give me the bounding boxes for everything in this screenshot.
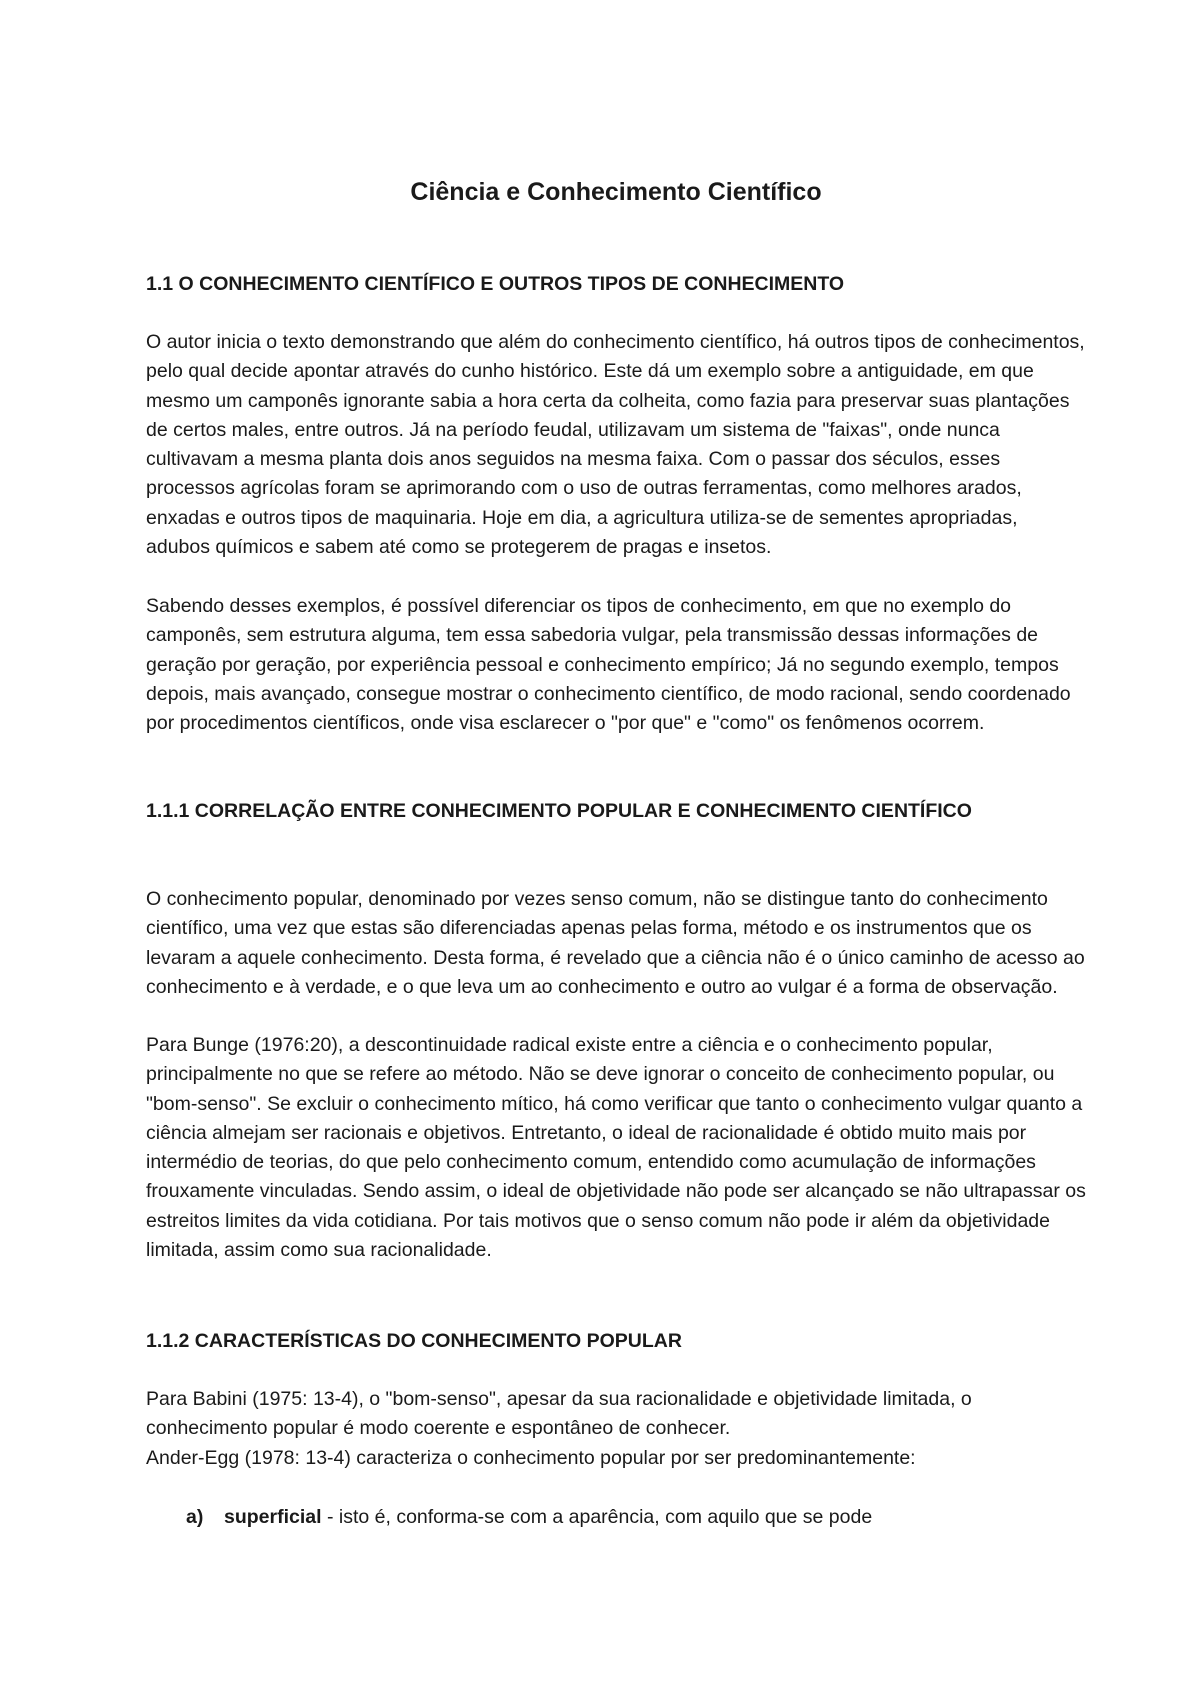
document-title: Ciência e Conhecimento Científico — [410, 178, 822, 206]
paragraph: Para Bunge (1976:20), a descontinuidade radical existe entre a ciência e o conhecimento popular, principalmente no que se refere ao método. Não se deve ignorar o conceito de conhecimento popular, ou "bom-senso". Se excluir o conhecimento mítico, há como verificar que tanto o conhecimento vulgar quanto a ciência almejam ser racionais e objetivos. Entretanto, o ideal de racionalidade é obtido muito mais por intermédio de teorias, do que pelo conhecimento comum, entendido como acumulação de informações frouxamente vinculadas. Sendo assim, o ideal de objetividade não pode ser alcançado se não ultrapassar os estreitos limites da vida cotidiana. Por tais motivos que o senso comum não pode ir além da objetividade limitada, assim como sua racionalidade. — [146, 1034, 1086, 1262]
list-item — [186, 1503, 1086, 1532]
section-heading-1-1-1: 1.1.1 CORRELAÇÃO ENTRE CONHECIMENTO POPULAR E CONHECIMENTO CIENTÍFICO — [146, 800, 972, 822]
section-heading-1-1: 1.1 O CONHECIMENTO CIENTÍFICO E OUTROS TIPOS DE CONHECIMENTO — [146, 273, 845, 295]
list-term: superficial — [224, 1506, 322, 1528]
paragraph: Sabendo desses exemplos, é possível diferenciar os tipos de conhecimento, em que no exemplo do camponês, sem estrutura alguma, tem essa sabedoria vulgar, pela transmissão dessas informações de geração por geração, por experiência pessoal e conhecimento empírico; Já no segundo exemplo, tempos depois, mais avançado, consegue mostrar o conhecimento científico, de modo racional, sendo coordenado por procedimentos científicos, onde visa esclarecer o "por que" e "como" os fenômenos ocorrem. — [146, 595, 1071, 735]
paragraph: Ander-Egg (1978: 13-4) caracteriza o conhecimento popular por ser predominantemente: — [146, 1447, 916, 1469]
paragraph: O autor inicia o texto demonstrando que além do conhecimento científico, há outros tipos de conhecimentos, pelo qual decide apontar através do cunho histórico. Este dá um exemplo sobre a antiguidade, em que mesmo um camponês ignorante sabia a hora certa da colheita, como fazia para preservar suas plantações de certos males, entre outros. Já na período feudal, utilizavam um sistema de "faixas", onde nunca cultivavam a mesma planta dois anos seguidos na mesma faixa. Com o passar dos séculos, esses processos agrícolas foram se aprimorando com o uso de outras ferramentas, como melhores arados, enxadas e outros tipos de maquinaria. Hoje em dia, a agricultura utiliza-se de sementes apropriadas, adubos químicos e sabem até como se protegerem de pragas e insetos. — [146, 331, 1085, 559]
list-text: - isto é, conforma-se com a aparência, com aquilo que se pode — [321, 1506, 873, 1528]
paragraph: Para Babini (1975: 13-4), o "bom-senso", apesar da sua racionalidade e objetividade limitada, o conhecimento popular é modo coerente e espontâneo de conhecer. — [146, 1388, 972, 1440]
list-marker: a) — [186, 1506, 204, 1528]
section-heading-1-1-2: 1.1.2 CARACTERÍSTICAS DO CONHECIMENTO POPULAR — [146, 1330, 682, 1352]
paragraph: O conhecimento popular, denominado por vezes senso comum, não se distingue tanto do conhecimento científico, uma vez que estas são diferenciadas apenas pelas forma, método e os instrumentos que os levaram a aquele conhecimento. Desta forma, é revelado que a ciência não é o único caminho de acesso ao conhecimento e à verdade, e o que leva um ao conhecimento e outro ao vulgar é a forma de observação. — [146, 888, 1085, 998]
